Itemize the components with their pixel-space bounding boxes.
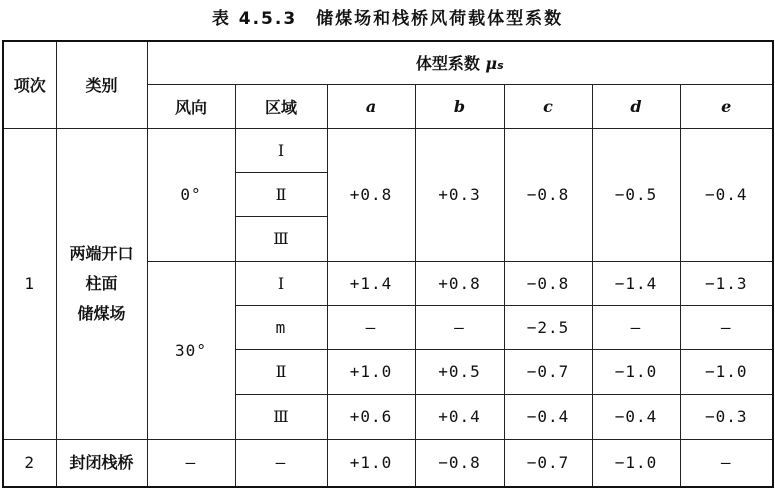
cell-0-d: −0.5 bbox=[592, 128, 680, 261]
cell-30-1-a: +1.4 bbox=[327, 261, 415, 305]
cell-30-m-b: — bbox=[415, 305, 504, 349]
cell-30-2-b: +0.5 bbox=[415, 349, 504, 394]
cell-30-1-b: +0.8 bbox=[415, 261, 504, 305]
cell-30-m-a: — bbox=[327, 305, 415, 349]
cell-0-b: +0.3 bbox=[415, 128, 504, 261]
cell-30-2-a: +1.0 bbox=[327, 349, 415, 394]
row2-b: −0.8 bbox=[415, 439, 504, 487]
cell-30-m-d: — bbox=[592, 305, 680, 349]
zone-0-1: Ⅰ bbox=[235, 128, 327, 172]
row1-wind-30: 30° bbox=[147, 261, 235, 439]
header-wind-direction: 风向 bbox=[147, 84, 235, 128]
zone-0-3: Ⅲ bbox=[235, 216, 327, 261]
cell-30-3-e: −0.3 bbox=[680, 394, 773, 439]
row1-category-line2: 柱面 bbox=[85, 273, 118, 293]
row1-category bbox=[56, 128, 147, 439]
cell-30-m-c: −2.5 bbox=[504, 305, 592, 349]
cell-30-1-d: −1.4 bbox=[592, 261, 680, 305]
row1-item: 1 bbox=[3, 128, 56, 439]
zone-30-3: Ⅲ bbox=[235, 394, 327, 439]
cell-30-3-a: +0.6 bbox=[327, 394, 415, 439]
cell-0-c: −0.8 bbox=[504, 128, 592, 261]
row1-wind-0: 0° bbox=[147, 128, 235, 261]
header-coef-label: 体型系数 bbox=[415, 54, 486, 74]
row2-c: −0.7 bbox=[504, 439, 592, 487]
header-coef-mu: μ bbox=[485, 54, 498, 74]
cell-30-m-e: — bbox=[680, 305, 773, 349]
row1-category-line1: 两端开口 bbox=[69, 243, 134, 263]
row2-zone: — bbox=[235, 439, 327, 487]
table-row bbox=[3, 439, 773, 487]
zone-0-2: Ⅱ bbox=[235, 172, 327, 216]
header-e: e bbox=[680, 84, 773, 128]
cell-30-3-b: +0.4 bbox=[415, 394, 504, 439]
row1-category-line3: 储煤场 bbox=[77, 303, 126, 323]
header-shape-coefficient bbox=[147, 41, 773, 84]
cell-0-a: +0.8 bbox=[327, 128, 415, 261]
cell-0-e: −0.4 bbox=[680, 128, 773, 261]
header-d: d bbox=[592, 84, 680, 128]
row2-a: +1.0 bbox=[327, 439, 415, 487]
wind-load-coefficient-table bbox=[2, 40, 774, 488]
header-zone: 区域 bbox=[235, 84, 327, 128]
table-row bbox=[3, 128, 773, 172]
header-c: c bbox=[504, 84, 592, 128]
header-b: b bbox=[415, 84, 504, 128]
zone-30-2: Ⅱ bbox=[235, 349, 327, 394]
header-item: 项次 bbox=[3, 41, 56, 128]
row2-e: — bbox=[680, 439, 773, 487]
row2-d: −1.0 bbox=[592, 439, 680, 487]
cell-30-2-e: −1.0 bbox=[680, 349, 773, 394]
header-a: a bbox=[327, 84, 415, 128]
header-coef-sub: s bbox=[497, 59, 504, 73]
cell-30-1-e: −1.3 bbox=[680, 261, 773, 305]
row2-wind: — bbox=[147, 439, 235, 487]
cell-30-3-d: −0.4 bbox=[592, 394, 680, 439]
header-category: 类别 bbox=[56, 41, 147, 128]
cell-30-2-c: −0.7 bbox=[504, 349, 592, 394]
header-row-1 bbox=[3, 41, 773, 84]
zone-30-m: m bbox=[235, 305, 327, 349]
row2-category: 封闭栈桥 bbox=[56, 439, 147, 487]
row2-item: 2 bbox=[3, 439, 56, 487]
cell-30-2-d: −1.0 bbox=[592, 349, 680, 394]
cell-30-3-c: −0.4 bbox=[504, 394, 592, 439]
cell-30-1-c: −0.8 bbox=[504, 261, 592, 305]
zone-30-1: Ⅰ bbox=[235, 261, 327, 305]
table-title: 表 4.5.3 储煤场和栈桥风荷载体型系数 bbox=[211, 9, 564, 29]
